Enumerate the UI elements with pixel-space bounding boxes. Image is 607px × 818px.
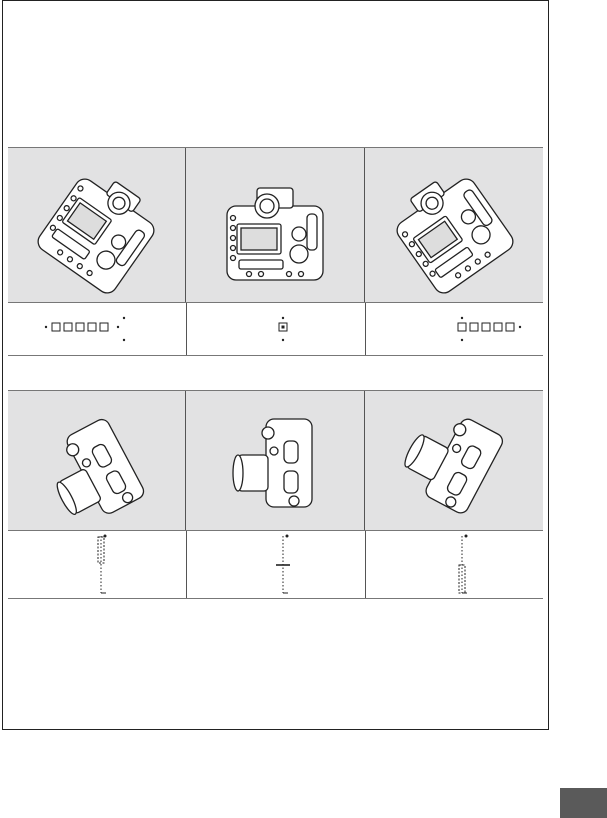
roll-indicator-level <box>186 303 365 355</box>
camera-side-tilted-up-icon <box>8 391 185 530</box>
pitch-indicator-up <box>8 531 185 598</box>
roll-indicator-right <box>365 303 544 355</box>
camera-back-tilted-left-icon <box>8 148 185 302</box>
pitch-indicators-row <box>8 531 543 599</box>
pitch-indicator-down <box>365 531 544 598</box>
roll-indicators-row <box>8 303 543 356</box>
roll-camera-images-row <box>8 147 543 303</box>
roll-indicator-left <box>8 303 185 355</box>
camera-back-tilted-right-icon <box>365 148 543 302</box>
pitch-indicator-level <box>186 531 365 598</box>
pitch-camera-images-row <box>8 390 543 531</box>
section-tab-marker <box>560 788 607 818</box>
camera-back-level-icon <box>186 148 364 302</box>
camera-side-tilted-down-icon <box>365 391 543 530</box>
page-frame <box>2 0 549 730</box>
camera-side-level-icon <box>186 391 364 530</box>
